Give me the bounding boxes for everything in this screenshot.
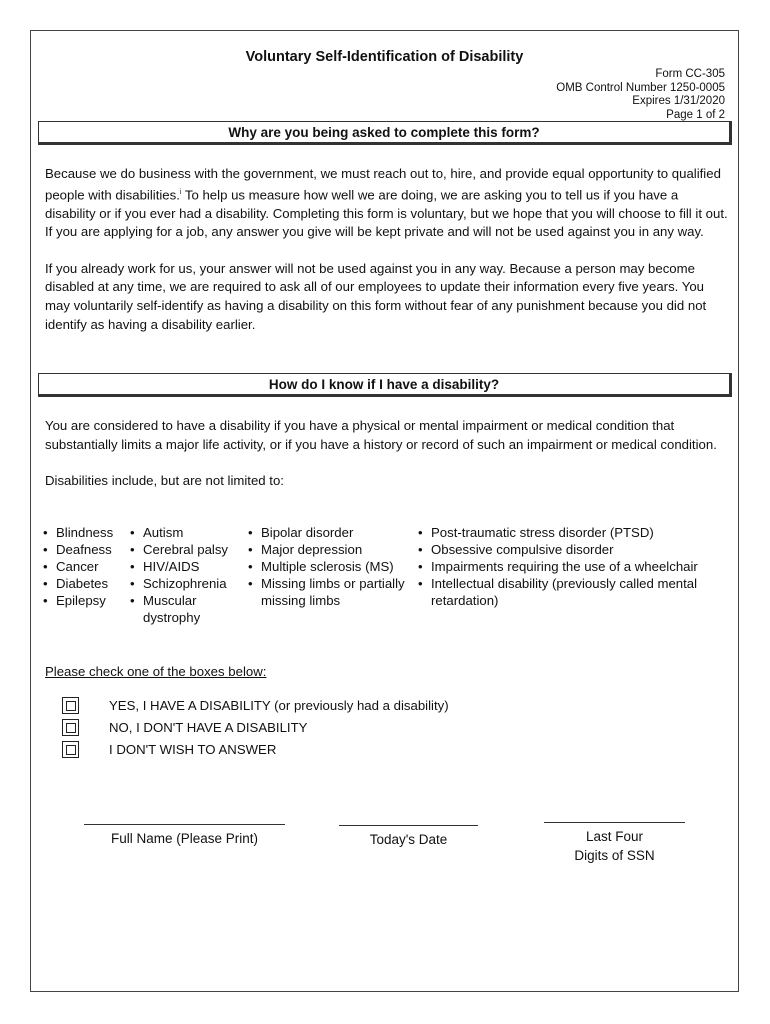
page-number: Page 1 of 2 — [666, 108, 725, 121]
section-heading-why: Why are you being asked to complete this form? — [38, 121, 732, 145]
ssn-label-line2: Digits of SSN — [574, 848, 655, 863]
list-item: • Impairments requiring the use of a wheelchair — [416, 558, 726, 575]
list-item: • Obsessive compulsive disorder — [416, 541, 726, 558]
checkbox-no[interactable] — [62, 719, 79, 736]
list-item: • Autism — [128, 524, 238, 541]
option-no-answer-label: I DON'T WISH TO ANSWER — [109, 742, 277, 757]
list-item: • Post-traumatic stress disorder (PTSD) — [416, 524, 726, 541]
list-item: • Multiple sclerosis (MS) — [246, 558, 406, 575]
option-no — [62, 719, 522, 739]
disability-column-2 — [128, 524, 238, 626]
section-why-body — [45, 165, 731, 334]
ssn-line[interactable] — [544, 822, 685, 823]
option-no-label: NO, I DON'T HAVE A DISABILITY — [109, 720, 308, 735]
list-item: • Major depression — [246, 541, 406, 558]
full-name-label: Full Name (Please Print) — [110, 831, 259, 846]
expiration-date: Expires 1/31/2020 — [632, 95, 725, 107]
list-item: • Cerebral palsy — [128, 541, 238, 558]
ssn-signature — [544, 822, 685, 865]
list-item: • Epilepsy — [41, 592, 133, 609]
form-number: Form CC-305 — [655, 68, 725, 80]
list-item: • Schizophrenia — [128, 575, 238, 592]
list-item: • HIV/AIDS — [128, 558, 238, 575]
checkbox-no-answer[interactable] — [62, 741, 79, 758]
list-item: • Blindness — [41, 524, 133, 541]
list-item: • Bipolar disorder — [246, 524, 406, 541]
form-page — [30, 30, 739, 992]
endnote-marker: i — [179, 188, 182, 196]
checkbox-instruction: Please check one of the boxes below: — [45, 664, 267, 679]
option-yes-label: YES, I HAVE A DISABILITY (or previously had a disability) — [109, 698, 449, 713]
disability-column-1 — [41, 524, 133, 609]
date-label: Today's Date — [369, 832, 448, 847]
paragraph-how-1: You are considered to have a disability if you have a physical or mental impairment or medical condition that substantially limits a major life activity, or if you have a history or record of such an impairment or medical condition. — [45, 418, 717, 452]
checkbox-yes[interactable] — [62, 697, 79, 714]
list-item: • Cancer — [41, 558, 133, 575]
list-item: • Intellectual disability (previously called mental retardation) — [416, 575, 726, 609]
full-name-line[interactable] — [84, 824, 285, 825]
section-how-body — [45, 417, 731, 491]
full-name-signature — [84, 824, 285, 848]
option-no-answer — [62, 741, 522, 761]
ssn-label-line1: Last Four — [585, 829, 644, 844]
date-signature — [339, 825, 478, 849]
paragraph-why-2: If you already work for us, your answer will not be used against you in any way. Because a person may become disabled at any time, we are required to ask all of our employees to update their information every five years. You may voluntarily self-identify as having a disability on this form without fear of any punishment because you did not identify as having a disability earlier. — [45, 260, 707, 332]
list-item: • Deafness — [41, 541, 133, 558]
disability-column-3 — [246, 524, 406, 609]
paragraph-how-2: Disabilities include, but are not limited to: — [45, 473, 284, 489]
form-title: Voluntary Self-Identification of Disability — [245, 49, 524, 65]
section-heading-how: How do I know if I have a disability? — [38, 373, 732, 397]
disability-column-4 — [416, 524, 726, 609]
form-meta — [556, 68, 725, 122]
omb-number: OMB Control Number 1250-0005 — [556, 81, 725, 94]
paragraph-why-1: Because we do business with the government, we must reach out to, hire, and provide equal opportunity to qualified people with disabilities.$^i$ To help us measure how well we are doing, we are asking you to tell us if you have a disability or if you ever had a disability. Completing this form is voluntary, but we hope that you will choose to fill it out. If you are applying for a job, any answer you give will be kept private and will not be used against you in any way. — [45, 166, 728, 240]
list-item: • Diabetes — [41, 575, 133, 592]
list-item: • Missing limbs or partially missing limbs — [246, 575, 406, 609]
list-item: • Muscular dystrophy — [128, 592, 238, 626]
date-line[interactable] — [339, 825, 478, 826]
option-yes — [62, 697, 522, 717]
